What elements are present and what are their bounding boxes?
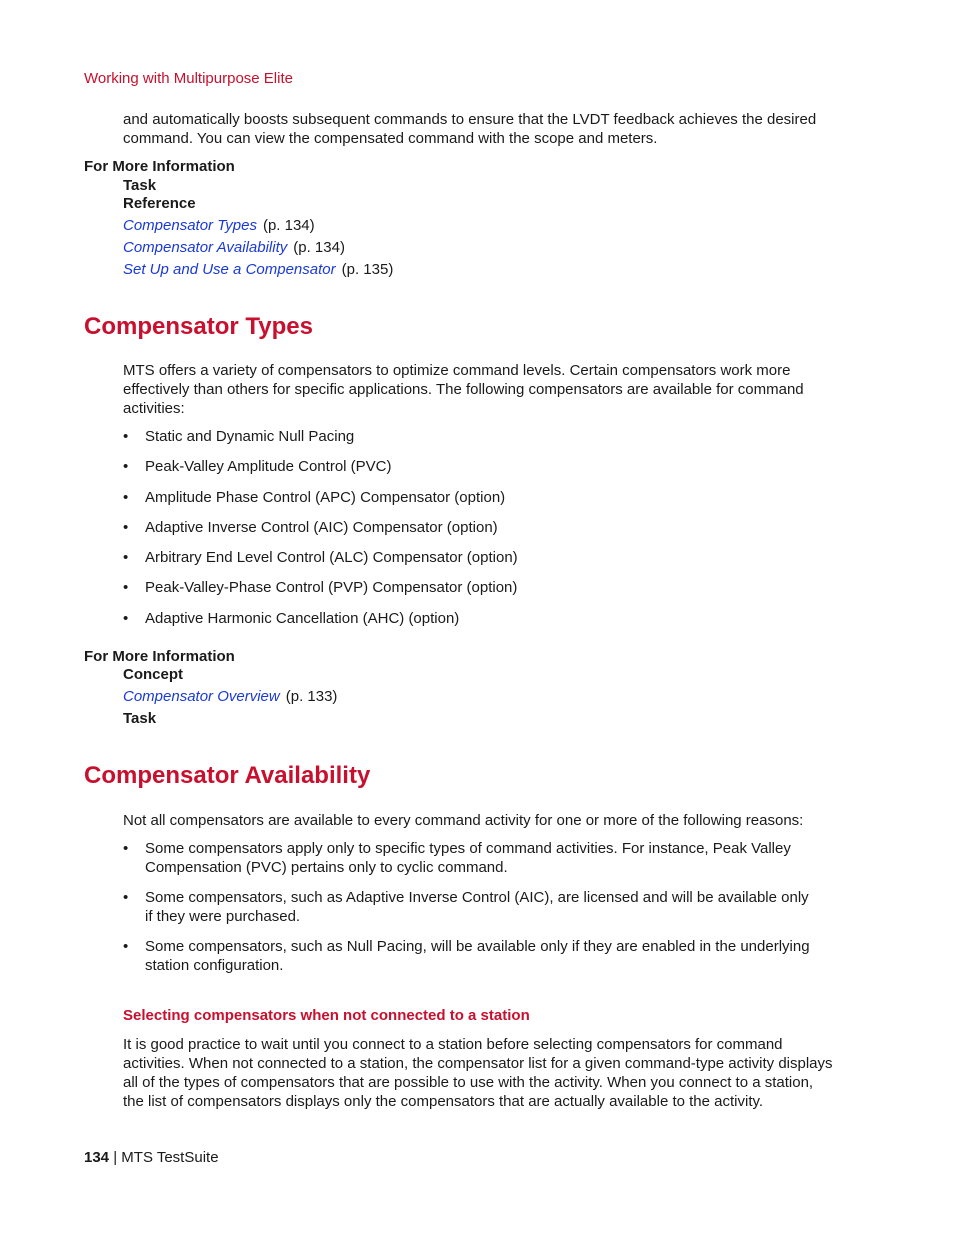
set-up-compensator-link[interactable]: Set Up and Use a Compensator bbox=[123, 261, 336, 278]
list-item: • Static and Dynamic Null Pacing bbox=[123, 427, 847, 446]
section2-paragraph: Not all compensators are available to every command activity for one or more of the following reasons: bbox=[123, 812, 804, 829]
list-item: • Peak-Valley-Phase Control (PVP) Compensator (option) bbox=[123, 578, 847, 597]
list-item: • Arbitrary End Level Control (ALC) Compensator (option) bbox=[123, 548, 847, 567]
subsection-heading: Selecting compensators when not connected to a station bbox=[123, 1007, 530, 1024]
section1-paragraph bbox=[123, 361, 847, 418]
list-item-line: if they were purchased. bbox=[145, 908, 301, 925]
task-label: Task bbox=[123, 710, 157, 727]
running-head: Working with Multipurpose Elite bbox=[84, 70, 293, 87]
list-item-line: • Some compensators, such as Null Pacing, will be available only if they are enabled in the underlying bbox=[145, 938, 810, 955]
list-item: • Adaptive Harmonic Cancellation (AHC) (option) bbox=[123, 609, 847, 628]
reference-link-row bbox=[123, 238, 345, 257]
list-item-line: station configuration. bbox=[145, 957, 284, 974]
compensator-types-link[interactable]: Compensator Types bbox=[123, 217, 257, 234]
reference-link-row bbox=[123, 216, 315, 235]
compensator-overview-link[interactable]: Compensator Overview bbox=[123, 688, 280, 705]
paragraph-line: the list of compensators displays only the compensators that are actually available to the activity. bbox=[123, 1093, 764, 1110]
concept-label: Concept bbox=[123, 666, 183, 683]
list-item bbox=[123, 839, 847, 877]
list-item: • Peak-Valley Amplitude Control (PVC) bbox=[123, 457, 847, 476]
list-item: • Adaptive Inverse Control (AIC) Compensator (option) bbox=[123, 518, 847, 537]
list-item-line: • Some compensators apply only to specific types of command activities. For instance, Peak Valley bbox=[145, 840, 791, 857]
paragraph-line: all of the types of compensators that are possible to use with the activity. When you connect to a station, bbox=[123, 1074, 814, 1091]
availability-reasons-list bbox=[123, 839, 847, 975]
list-item bbox=[123, 937, 847, 975]
section-title-compensator-availability: Compensator Availability bbox=[84, 762, 371, 789]
list-item-line: • Some compensators, such as Adaptive Inverse Control (AIC), are licensed and will be available only bbox=[145, 889, 809, 906]
page-number: 134 bbox=[84, 1149, 110, 1166]
task-label: Task bbox=[123, 177, 157, 194]
compensator-availability-link[interactable]: Compensator Availability bbox=[123, 239, 288, 256]
page-ref: (p. 133) bbox=[285, 688, 338, 705]
page-ref: (p. 134) bbox=[262, 217, 315, 234]
intro-paragraph bbox=[123, 110, 847, 148]
reference-link-row bbox=[123, 687, 337, 706]
more-info-heading: For More Information bbox=[84, 158, 235, 175]
paragraph-line: It is good practice to wait until you connect to a station before selecting compensators for command bbox=[123, 1036, 783, 1053]
intro-line: and automatically boosts subsequent commands to ensure that the LVDT feedback achieves the desired bbox=[123, 111, 817, 128]
compensator-list bbox=[123, 427, 847, 628]
document-title: MTS TestSuite bbox=[121, 1149, 219, 1166]
more-info-heading: For More Information bbox=[84, 648, 235, 665]
page-ref: (p. 134) bbox=[293, 239, 345, 256]
list-item: • Amplitude Phase Control (APC) Compensator (option) bbox=[123, 488, 847, 507]
list-item-line: Compensation (PVC) pertains only to cyclic command. bbox=[145, 859, 508, 876]
paragraph-line: activities: bbox=[123, 400, 185, 417]
page-ref: (p. 135) bbox=[341, 261, 394, 278]
paragraph-line: activities. When not connected to a station, the compensator list for a given command-type activity displays bbox=[123, 1055, 833, 1072]
paragraph-line: MTS offers a variety of compensators to optimize command levels. Certain compensators work more bbox=[123, 362, 791, 379]
intro-line: command. You can view the compensated command with the scope and meters. bbox=[123, 130, 658, 147]
reference-label: Reference bbox=[123, 195, 196, 212]
list-item bbox=[123, 888, 847, 926]
subsection-paragraph bbox=[123, 1035, 853, 1111]
footer-separator: | bbox=[113, 1149, 118, 1166]
page-footer bbox=[84, 1149, 219, 1166]
paragraph-line: effectively than others for specific applications. The following compensators are available for command bbox=[123, 381, 804, 398]
section-title-compensator-types: Compensator Types bbox=[84, 313, 313, 340]
reference-link-row bbox=[123, 260, 393, 279]
